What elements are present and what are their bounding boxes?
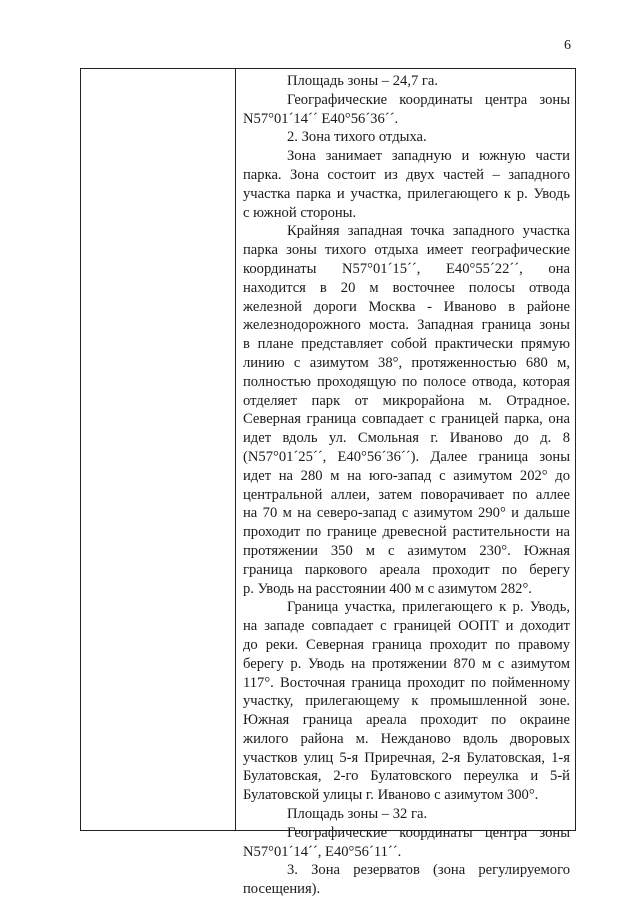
text-line: железнодорожного моста. Западная граница зоны	[243, 317, 570, 334]
text-line: парка зоны тихого отдыха имеет географические	[243, 242, 570, 259]
text-line: Зона занимает западную и южную части	[287, 148, 570, 165]
text-line: линию с азимутом 38°, протяженностью 680 м,	[243, 354, 570, 371]
text-line: Площадь зоны – 24,7 га.	[287, 73, 439, 89]
text-line: жилого района м. Нежданово вдоль дворовых	[243, 730, 570, 747]
text-line: N57°01´14´´ E40°56´36´´.	[243, 110, 399, 127]
text-line: Южная граница ареала проходит по окраине	[243, 712, 570, 729]
text-line: Географические координаты центра зоны	[287, 91, 570, 108]
text-line: центральной аллеи, затем поворачивает по аллее	[243, 486, 570, 503]
text-line: проходит по границе древесной растительности на	[243, 524, 570, 541]
text-line: на западе совпадает с границей ООПТ и доходит	[243, 618, 570, 635]
text-line: 2. Зона тихого отдыха.	[287, 129, 427, 146]
text-line: полностью проходящую по полосе отвода, которая	[243, 373, 570, 390]
text-line: Граница участка, прилегающего к р. Уводь,	[287, 599, 570, 616]
text-line: протяжении 350 м с азимутом 230°. Южная	[243, 542, 570, 559]
text-line: идет на 280 м на юго-запад с азимутом 202° до	[243, 467, 570, 484]
text-line: участка парка и участка, прилегающего к р. Уводь	[243, 185, 570, 202]
page-number: 6	[564, 38, 571, 53]
text-line: с южной стороны.	[243, 204, 357, 221]
text-line: отделяет парк от микрорайона м. Отрадное.	[243, 392, 570, 409]
right-column-cell	[243, 72, 570, 899]
text-line: 117°. Восточная граница проходит по пойменному	[243, 674, 570, 691]
text-line: идет вдоль ул. Смольная г. Иваново до д. 8	[243, 430, 570, 447]
text-line: до реки. Северная граница проходит по правому	[243, 636, 570, 653]
text-line: Площадь зоны – 32 га.	[287, 806, 428, 823]
text-line: Географические координаты центра зоны	[287, 824, 570, 841]
text-line: участков улиц 5-я Приречная, 2-я Булатовская, 1-я	[243, 749, 570, 766]
left-column-cell	[81, 69, 236, 830]
text-line: N57°01´14´´, E40°56´11´´.	[243, 843, 402, 860]
text-line: (N57°01´25´´, E40°56´36´´). Далее граница зоны	[243, 448, 570, 465]
text-line: Булатовская, 2-го Булатовского переулка и 5-й	[243, 768, 570, 785]
text-line: участку, прилегающему к промышленной зоне.	[243, 693, 570, 710]
text-line: р. Уводь на расстоянии 400 м с азимутом 282°.	[243, 580, 532, 597]
text-line: граница паркового ареала проходит по берегу	[243, 561, 570, 578]
text-line: железной дороги Москва - Иваново в районе	[243, 298, 570, 315]
text-line: координаты N57°01´15´´, E40°55´22´´, она	[243, 260, 570, 277]
text-line: находится в 20 м восточнее полосы отвода	[243, 279, 570, 296]
text-line: 3. Зона резерватов (зона регулируемого	[287, 862, 570, 879]
text-line: Булатовской улицы г. Иваново с азимутом 300°.	[243, 787, 539, 804]
text-line: Крайняя западная точка западного участка	[287, 223, 570, 240]
document-table	[80, 68, 576, 898]
text-line: Северная граница совпадает с границей парка, она	[243, 411, 570, 428]
text-line: парка. Зона состоит из двух частей – западного	[243, 166, 570, 183]
text-line: в плане представляет собой практически прямую	[243, 336, 570, 353]
text-line: на 70 м на северо-запад с азимутом 290° и дальше	[243, 505, 570, 522]
text-line: посещения).	[243, 881, 321, 898]
text-line: берегу р. Уводь на протяжении 870 м с азимутом	[243, 655, 570, 672]
